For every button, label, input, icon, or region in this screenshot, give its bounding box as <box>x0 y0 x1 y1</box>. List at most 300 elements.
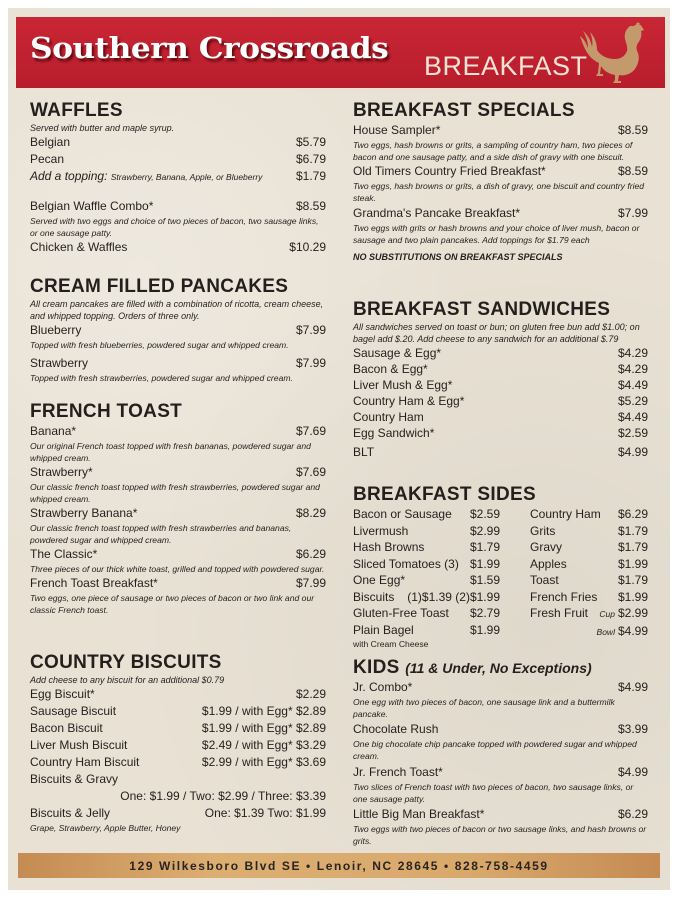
item-name-text: Old Timers Country Fried Breakfast* <box>353 164 546 178</box>
menu-item-row <box>353 409 648 425</box>
item-name <box>30 754 139 771</box>
item-price-text: (1)$1.39 (2)$1.99 <box>407 589 500 604</box>
item-name-text: Sausage Biscuit <box>30 704 117 718</box>
item-price-text: $5.29 <box>617 394 648 408</box>
item-name <box>353 721 438 738</box>
item-name-text: Plain Bagel <box>353 622 414 637</box>
item-name <box>530 539 562 556</box>
item-name <box>353 605 449 622</box>
item-price-text: $6.29 <box>295 547 326 561</box>
item-price-text: $5.79 <box>295 135 326 149</box>
section-description: Served with butter and maple syrup. <box>30 123 175 133</box>
item-price <box>618 589 648 606</box>
menu-item-row <box>353 122 648 139</box>
item-price <box>618 556 648 573</box>
item-name-text: Strawberry* <box>30 465 93 479</box>
item-description: Our classic french toast topped with fresh strawberries, powdered sugar and whipped cream. <box>30 482 320 504</box>
section-description: Add cheese to any biscuit for an additional $0.79 <box>30 675 225 685</box>
item-price <box>120 788 326 805</box>
item-price-text: $7.69 <box>295 424 326 438</box>
item-name <box>530 506 601 523</box>
item-name <box>30 720 103 737</box>
item-name-text: Bacon & Egg* <box>353 362 428 376</box>
item-name <box>30 423 76 440</box>
menu-item-row <box>353 622 500 639</box>
item-name-text: Egg Biscuit* <box>30 687 95 701</box>
menu-item-row <box>353 589 500 606</box>
item-price <box>296 322 326 339</box>
menu-item-row <box>530 623 648 641</box>
item-price <box>296 464 326 481</box>
item-price-text: One: $1.99 / Two: $2.99 / Three: $3.39 <box>120 789 326 803</box>
item-name <box>30 322 81 339</box>
item-price <box>470 539 500 556</box>
item-price <box>296 686 326 703</box>
item-name <box>30 198 153 215</box>
section-heading <box>353 100 648 122</box>
item-name-text: Gluten-Free Toast <box>353 606 449 620</box>
menu-item-row <box>30 771 326 788</box>
item-name-text: Hash Browns <box>353 540 425 554</box>
menu-section-kids <box>353 657 648 847</box>
menu-item-row <box>353 721 648 738</box>
item-name <box>30 134 70 151</box>
item-price-text: $1.99 <box>617 589 648 604</box>
item-name <box>353 122 440 139</box>
menu-item-row <box>353 163 648 180</box>
menu-item-row <box>530 605 648 623</box>
menu-item-row <box>30 805 326 822</box>
item-name <box>30 805 110 822</box>
item-name-text: Grandma's Pancake Breakfast* <box>353 206 521 220</box>
menu-item-row <box>353 506 500 523</box>
item-name <box>353 409 424 425</box>
item-name-text: House Sampler* <box>353 123 441 137</box>
item-name <box>30 546 97 563</box>
portion-size: Bowl <box>596 626 615 637</box>
item-price <box>470 605 500 622</box>
sides-grid <box>353 506 648 650</box>
item-price <box>618 572 648 589</box>
item-price <box>296 134 326 151</box>
item-options: Strawberry, Banana, Apple, or Blueberry <box>110 172 263 182</box>
item-name <box>353 572 405 589</box>
left-column <box>30 0 326 850</box>
item-price <box>407 589 500 606</box>
item-name-text: Chocolate Rush <box>353 722 439 736</box>
section-heading <box>353 484 648 506</box>
item-name <box>30 686 95 703</box>
item-name-text: Biscuits & Gravy <box>30 772 119 786</box>
menu-item-row <box>30 322 326 339</box>
item-name-text: Belgian <box>30 135 71 149</box>
section-note: NO SUBSTITUTIONS ON BREAKFAST SPECIALS <box>353 252 563 262</box>
item-name-text: Country Ham <box>353 410 424 424</box>
section-title: FRENCH TOAST <box>30 401 183 422</box>
item-description: Two eggs with grits or hash browns and your choice of liver mush, bacon or sausage and two plain pancakes. Add toppings for $1.79 each <box>353 223 640 245</box>
item-price-text: $4.99 <box>617 765 648 779</box>
menu-item-row <box>530 523 648 540</box>
menu-item-row <box>353 361 648 377</box>
item-price-text: $1.79 <box>617 523 648 538</box>
item-name-text: Sausage & Egg* <box>353 346 442 360</box>
item-price-text: $7.99 <box>295 323 326 337</box>
item-price-text: $6.29 <box>617 807 648 821</box>
item-price-text: $1.79 <box>617 540 648 554</box>
section-description: All sandwiches served on toast or bun; on gluten free bun add $1.00; on bagel add $.20. Add cheese to any sandwich for an additional $.79 <box>353 322 640 344</box>
item-price <box>618 205 648 222</box>
menu-item-row <box>30 788 326 805</box>
menu-item-row <box>353 764 648 781</box>
menu-item-row <box>530 572 648 589</box>
menu-item-row <box>30 505 326 522</box>
menu-item-row <box>30 737 326 754</box>
item-price-text: $6.29 <box>617 507 648 521</box>
item-price-text: $1.99 <box>469 622 500 637</box>
item-price <box>202 754 326 771</box>
item-price-text: $1.79 <box>617 573 648 587</box>
section-heading <box>30 100 326 122</box>
item-price-text: $1.79 <box>469 540 500 554</box>
item-price <box>296 423 326 440</box>
menu-item-row <box>353 539 500 556</box>
item-price-text: $2.59 <box>469 507 500 521</box>
item-name-text: The Classic* <box>30 547 98 561</box>
item-price <box>202 737 326 754</box>
item-price-text: $10.29 <box>289 240 326 254</box>
item-price-text: $7.69 <box>295 465 326 479</box>
item-name-text: Liver Mush & Egg* <box>353 378 453 392</box>
item-price-text: $4.99 <box>617 445 648 459</box>
menu-item-row <box>530 506 648 523</box>
item-price-text: One: $1.39 Two: $1.99 <box>204 806 326 820</box>
item-name-text: Pecan <box>30 152 65 166</box>
item-price-text: $2.79 <box>469 606 500 620</box>
item-price-text: $4.99 <box>617 680 648 694</box>
item-name <box>30 464 93 481</box>
menu-item-row <box>353 345 648 361</box>
section-title: COUNTRY BISCUITS <box>30 652 222 673</box>
menu-item-row <box>30 686 326 703</box>
item-price-text: $4.99 <box>617 623 648 638</box>
item-price <box>618 539 648 556</box>
item-name-text: Country Ham & Egg* <box>353 394 465 408</box>
item-description: Our classic french toast topped with fresh strawberries and bananas, powdered sugar and whipped cream. <box>30 523 292 545</box>
item-price-text: $1.59 <box>469 573 500 587</box>
item-price <box>470 523 500 540</box>
item-price-text: $4.49 <box>617 410 648 424</box>
section-title: BREAKFAST SANDWICHES <box>353 299 611 320</box>
item-name-text: French Toast Breakfast* <box>30 576 158 590</box>
item-name <box>30 239 127 256</box>
section-heading <box>353 657 648 679</box>
item-description: Three pieces of our thick white toast, grilled and topped with powdered sugar. <box>30 564 325 574</box>
item-description: Two eggs, one piece of sausage or two pieces of bacon or two link and our classic French toast. <box>30 593 315 615</box>
item-price-text: $4.49 <box>617 378 648 392</box>
menu-item-row <box>530 556 648 573</box>
brand-logo-text: Southern Crossroads <box>30 31 389 65</box>
menu-section-country-biscuits <box>30 652 326 834</box>
item-price <box>296 168 326 186</box>
item-name-text: Jr. Combo* <box>353 680 413 694</box>
item-description: Topped with fresh strawberries, powdered sugar and whipped cream. <box>30 373 293 383</box>
menu-section-french-toast <box>30 401 326 616</box>
item-description: Two eggs, hash browns or grits, a sampling of country ham, two pieces of bacon and one sausage patty, and a side dish of gravy with one biscuit. <box>353 140 633 162</box>
item-name <box>353 622 414 639</box>
menu-item-row <box>30 575 326 592</box>
item-name <box>30 575 158 592</box>
item-price-text: $1.99 <box>469 556 500 571</box>
item-price-text: $2.49 / with Egg* $3.29 <box>201 738 326 752</box>
item-name-text: Livermush <box>353 523 409 538</box>
menu-item-row <box>30 168 326 186</box>
item-price-text: $7.99 <box>617 206 648 220</box>
menu-section-waffles <box>30 100 326 256</box>
item-price-text: $1.99 <box>617 556 648 571</box>
item-name-text: Toast <box>530 573 559 587</box>
item-price <box>597 623 648 641</box>
item-name-text: Biscuits & Jelly <box>30 806 111 820</box>
item-price-text: $1.79 <box>295 169 326 183</box>
item-name-text: BLT <box>353 445 375 459</box>
item-name <box>353 556 459 573</box>
item-price <box>618 764 648 781</box>
item-price <box>618 506 648 523</box>
item-price <box>618 393 648 409</box>
section-title: BREAKFAST SPECIALS <box>353 100 575 121</box>
item-name <box>30 168 262 186</box>
item-description: with Cream Cheese <box>353 639 429 649</box>
item-name <box>30 151 64 168</box>
section-heading <box>30 401 326 423</box>
menu-section-breakfast-specials <box>353 100 648 263</box>
item-description: Our original French toast topped with fresh bananas, powdered sugar and whipped cream. <box>30 441 311 463</box>
item-name-text: Gravy <box>530 540 563 554</box>
item-name-text: Chicken & Waffles <box>30 240 128 254</box>
item-price <box>618 361 648 377</box>
item-price <box>289 239 326 256</box>
item-name <box>30 355 88 372</box>
item-price <box>470 572 500 589</box>
item-name-text: Little Big Man Breakfast* <box>353 807 485 821</box>
item-name-text: Blueberry <box>30 323 82 337</box>
menu-item-row <box>353 425 648 441</box>
item-price <box>470 556 500 573</box>
menu-item-row <box>30 754 326 771</box>
item-price <box>205 805 326 822</box>
right-column <box>353 0 648 850</box>
section-heading <box>353 299 648 321</box>
sides-column <box>353 506 500 650</box>
section-title: WAFFLES <box>30 100 123 121</box>
item-price <box>618 523 648 540</box>
item-price-text: $8.59 <box>617 164 648 178</box>
item-price-text: $1.99 / with Egg* $2.89 <box>201 704 326 718</box>
menu-item-row <box>30 703 326 720</box>
item-name <box>530 572 559 589</box>
item-price <box>618 806 648 823</box>
item-price <box>296 505 326 522</box>
item-description: Two slices of French toast with two pieces of bacon, two sausage links, or one sausage patty. <box>353 782 634 804</box>
item-name <box>353 205 520 222</box>
item-name-text: Bacon Biscuit <box>30 721 103 735</box>
item-name <box>30 771 118 788</box>
item-name-text: Add a topping: <box>30 169 108 183</box>
item-name-text: Jr. French Toast* <box>353 765 443 779</box>
menu-item-row <box>30 239 326 256</box>
item-price-text: $4.29 <box>617 362 648 376</box>
item-name-text: Grits <box>530 523 556 538</box>
item-price-text: $2.99 <box>617 606 648 620</box>
item-price <box>296 198 326 215</box>
menu-section-breakfast-sides <box>353 484 648 650</box>
item-price-text: $8.59 <box>617 123 648 137</box>
item-name-text: Fresh Fruit <box>530 606 589 620</box>
menu-item-row <box>353 377 648 393</box>
item-name <box>353 539 424 556</box>
item-price <box>296 151 326 168</box>
item-name <box>30 703 116 720</box>
item-price-text: $3.99 <box>617 722 648 736</box>
item-description: Served with two eggs and choice of two pieces of bacon, two sausage links, or one sausage patty. <box>30 216 319 238</box>
item-description: One big chocolate chip pancake topped with powdered sugar and whipped cream. <box>353 739 637 761</box>
item-price <box>618 679 648 696</box>
item-name <box>353 806 484 823</box>
menu-item-row <box>30 546 326 563</box>
item-name-text: Country Ham Biscuit <box>30 755 140 769</box>
menu-section-cream-filled-pancakes <box>30 276 326 384</box>
item-price-text: $2.99 / with Egg* $3.69 <box>201 755 326 769</box>
item-name <box>353 506 452 523</box>
item-name <box>353 377 452 393</box>
menu-item-row <box>30 355 326 372</box>
item-price <box>296 546 326 563</box>
menu-item-row <box>30 464 326 481</box>
item-name-text: Country Ham <box>530 507 601 521</box>
item-name <box>30 737 127 754</box>
menu-section-breakfast-sandwiches <box>353 299 648 461</box>
item-price-text: $2.99 <box>469 523 500 538</box>
menu-item-row <box>353 393 648 409</box>
menu-item-row <box>353 523 500 540</box>
item-description: Grape, Strawberry, Apple Butter, Honey <box>30 823 181 833</box>
item-price <box>618 345 648 361</box>
section-description: All cream pancakes are filled with a combination of ricotta, cream cheese, and whipped topping. Orders of three only. <box>30 299 324 321</box>
item-price <box>618 425 648 441</box>
item-price <box>618 721 648 738</box>
menu-item-row <box>353 679 648 696</box>
menu-title: BREAKFAST <box>424 51 588 81</box>
menu-item-row <box>353 572 500 589</box>
section-title: KIDS <box>353 657 400 678</box>
item-name <box>353 443 374 461</box>
item-price-text: $6.79 <box>295 152 326 166</box>
section-title-suffix: (11 & Under, No Exceptions) <box>405 660 592 676</box>
item-price-text: $2.29 <box>295 687 326 701</box>
item-name <box>530 523 555 540</box>
menu-item-row <box>30 151 326 168</box>
item-price-text: $7.99 <box>295 356 326 370</box>
item-name <box>353 523 408 540</box>
item-price <box>296 575 326 592</box>
item-name <box>353 163 546 180</box>
item-name <box>353 764 443 781</box>
item-description: Two eggs, hash browns or grits, a dish of gravy, one biscuit and country fried steak. <box>353 181 645 203</box>
menu-item-row <box>30 134 326 151</box>
menu-item-row <box>30 423 326 440</box>
item-name <box>30 505 137 522</box>
menu-item-row <box>353 443 648 461</box>
menu-item-row <box>353 605 500 622</box>
item-price <box>618 163 648 180</box>
item-name <box>530 589 597 606</box>
item-price <box>202 703 326 720</box>
item-name-text: Bacon or Sausage <box>353 507 452 521</box>
portion-size: Cup <box>599 609 615 619</box>
menu-item-row <box>530 539 648 556</box>
item-name <box>353 361 428 377</box>
item-name-text: Egg Sandwich* <box>353 426 435 440</box>
item-name-text: Biscuits <box>353 589 395 604</box>
item-price-text: $7.99 <box>295 576 326 590</box>
item-name-text: Belgian Waffle Combo* <box>30 199 154 213</box>
item-price <box>599 605 648 623</box>
item-description: One egg with two pieces of bacon, one sausage link and a buttermilk pancake. <box>353 697 615 719</box>
item-price <box>618 443 648 461</box>
item-price-text: $8.29 <box>295 506 326 520</box>
item-name <box>353 345 441 361</box>
item-name <box>353 589 394 606</box>
menu-item-row <box>353 205 648 222</box>
item-name-text: One Egg* <box>353 573 406 587</box>
menu-item-row <box>30 198 326 215</box>
item-price <box>470 622 500 639</box>
item-name-text: Banana* <box>30 424 77 438</box>
item-name-text: Strawberry <box>30 356 89 370</box>
section-heading <box>30 652 326 674</box>
item-description: Topped with fresh blueberries, powdered sugar and whipped cream. <box>30 340 289 350</box>
item-name <box>353 679 412 696</box>
item-price <box>618 377 648 393</box>
item-price-text: $1.99 / with Egg* $2.89 <box>201 721 326 735</box>
item-name <box>353 393 464 409</box>
item-name <box>530 556 567 573</box>
sides-column <box>530 506 648 650</box>
menu-item-row <box>30 720 326 737</box>
item-price-text: $4.29 <box>617 346 648 360</box>
section-title: CREAM FILLED PANCAKES <box>30 276 289 297</box>
item-name-text: Liver Mush Biscuit <box>30 738 128 752</box>
item-price-text: $8.59 <box>295 199 326 213</box>
footer-address: 129 Wilkesboro Blvd SE • Lenoir, NC 28645 • 828-758-4459 <box>18 853 660 878</box>
section-heading <box>30 276 326 298</box>
item-name <box>530 605 588 623</box>
item-price <box>470 506 500 523</box>
menu-item-row <box>353 806 648 823</box>
item-name-text: Sliced Tomatoes (3) <box>353 556 459 571</box>
item-price <box>296 355 326 372</box>
item-name <box>353 425 434 441</box>
item-price <box>618 409 648 425</box>
menu-item-row <box>353 556 500 573</box>
item-price-text: $2.59 <box>617 426 648 440</box>
menu-item-row <box>530 589 648 606</box>
item-price <box>202 720 326 737</box>
item-price <box>618 122 648 139</box>
section-title: BREAKFAST SIDES <box>353 484 536 505</box>
item-description: Two eggs with two pieces of bacon or two sausage links, and hash browns or grits. <box>353 824 647 846</box>
item-name-text: Apples <box>530 556 567 571</box>
